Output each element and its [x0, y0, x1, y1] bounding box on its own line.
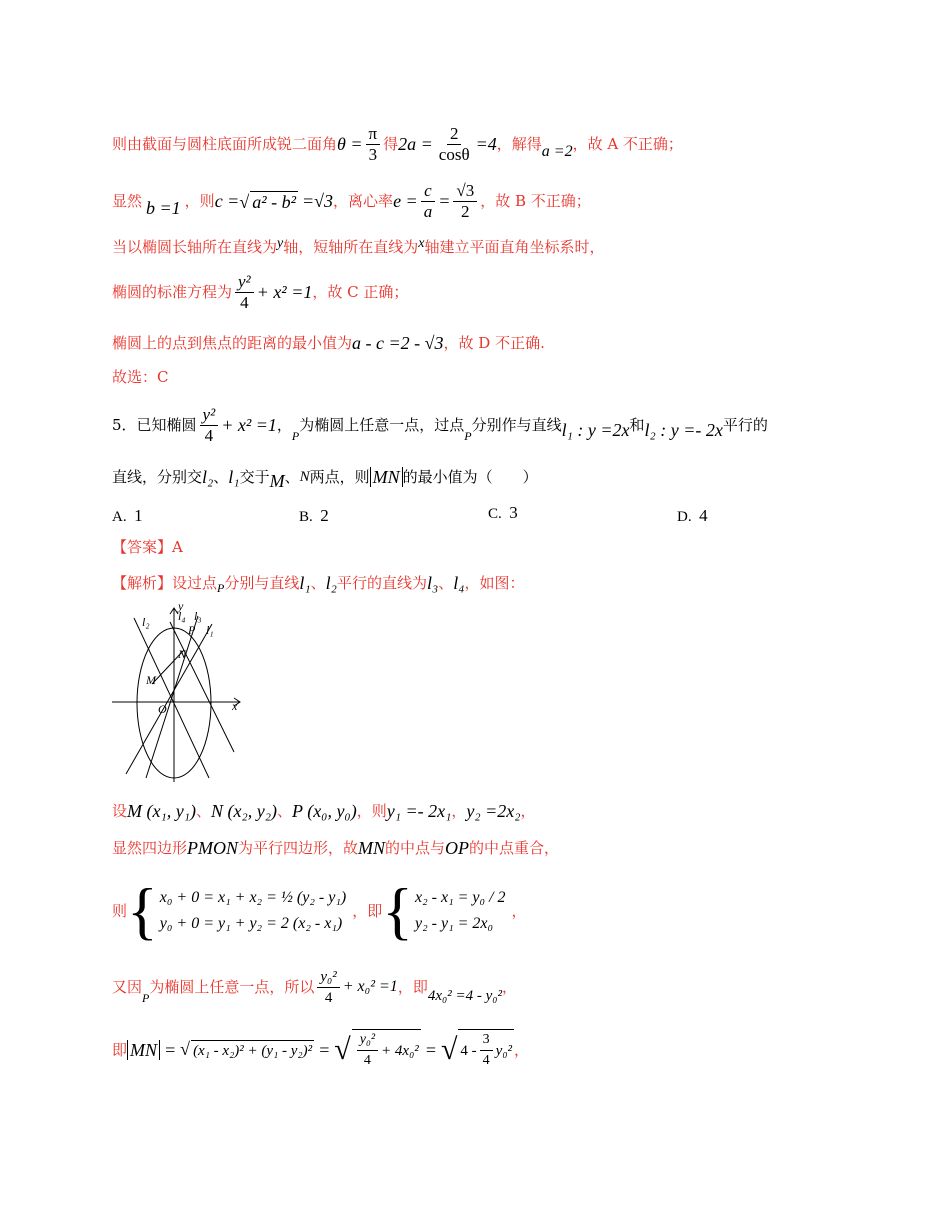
frac-num: y₀²: [317, 967, 339, 988]
equation-row: y₀ + 0 = y₁ + y₂ = 2 (x₂ - x₁): [159, 915, 343, 932]
radicand: (x₁ - x₂)² + (y₁ - y₂)²: [191, 1040, 314, 1061]
sqrt-a2-b2: √ a² - b²: [239, 191, 297, 212]
answer-tag: 【答案】: [112, 538, 173, 556]
text: 、: [196, 802, 212, 820]
system-2: [415, 888, 506, 934]
math-theta: θ =: [337, 134, 363, 154]
text: 的最小值为（ ）: [402, 468, 538, 486]
math-ellipse-rest: + x² =1: [256, 282, 313, 302]
text: 5．已知椭圆: [112, 416, 197, 434]
text: 轴建立平面直角坐标系时，: [424, 238, 605, 256]
label-x: x: [232, 699, 238, 713]
option-value: 1: [134, 506, 143, 525]
label-l3: l₃: [194, 609, 202, 623]
sqrt-frac: √ $\frac{\text{y₀²}}{4}$ + 4x₀²: [334, 1029, 421, 1071]
math-y1: y₁ =- 2x₁: [386, 801, 452, 821]
equation-row: y₂ - y₁ = 2x₀: [414, 915, 494, 932]
label-y: y: [178, 600, 184, 613]
option-label: A.: [112, 509, 127, 525]
math-a2: a =2: [541, 143, 573, 160]
option-a[interactable]: [112, 506, 143, 526]
fraction-y0-4: [317, 967, 339, 1008]
radicand: 4 -: [460, 1042, 477, 1059]
text: ，: [451, 802, 467, 820]
math-M-coords: M (x₁, y₁): [127, 801, 196, 821]
text: ，: [511, 902, 527, 920]
frac-den: 4: [363, 1053, 371, 1068]
system-1: [160, 888, 347, 934]
system-line: [112, 874, 890, 948]
math-eq: =: [164, 1040, 177, 1060]
frac-num: 3: [480, 1030, 493, 1051]
option-d[interactable]: [677, 506, 708, 526]
math-P-coords: P (x₀, y₀): [292, 801, 357, 821]
math-4x0: 4x₀² =4 - y₀²: [427, 988, 502, 1004]
math-sqrt3: =√3: [302, 191, 334, 211]
math-l1: l₁: [299, 573, 311, 593]
frac-den: 4: [240, 292, 249, 312]
text: 得: [383, 135, 399, 153]
label-P: P: [188, 623, 196, 637]
fraction-y2-4: [200, 405, 219, 446]
solution-line-5: [112, 333, 890, 353]
frac-num: c: [421, 181, 435, 202]
math-N: N: [299, 469, 310, 485]
text: 、: [213, 468, 229, 486]
math-x: x: [418, 236, 425, 251]
answer-value: A: [172, 538, 183, 556]
text: ，离心率: [333, 192, 394, 210]
text: ，: [501, 978, 517, 996]
math-MN: MN: [358, 838, 386, 858]
text: 、: [438, 574, 454, 592]
frac-num: y₀²: [357, 1030, 378, 1051]
text: ，故 D 不正确.: [443, 334, 545, 352]
math-P: P: [291, 429, 300, 443]
sqrt-diff: √ (x₁ - x₂)² + (y₁ - y₂)²: [180, 1039, 313, 1059]
fraction-3-4: [480, 1030, 493, 1071]
text: 显然四边形: [112, 839, 188, 857]
frac-den: 3: [368, 144, 378, 164]
frac-den: cosθ: [438, 144, 470, 164]
math-P: P: [464, 429, 472, 443]
math-y2: y₂ =2x₂: [466, 801, 521, 821]
left-brace: {: [382, 875, 413, 946]
solution-line-3: [112, 234, 890, 260]
text: ，: [520, 802, 536, 820]
text: ，则: [356, 802, 387, 820]
text: ，解得: [496, 135, 542, 153]
text: 分别与直线: [224, 574, 300, 592]
text: 分别作与直线: [471, 416, 562, 434]
text: 设过点: [172, 574, 218, 592]
text: 、: [310, 574, 326, 592]
math-M: M: [269, 471, 285, 491]
text: 、: [284, 468, 300, 486]
question-5-line-2: [112, 465, 890, 489]
math-ellipse-rest: + x² =1: [221, 415, 277, 435]
option-label: D.: [677, 509, 692, 525]
label-l2: l₂: [142, 615, 150, 629]
label-N: N: [178, 647, 187, 661]
text: 的中点与: [385, 839, 446, 857]
text: 则由截面与圆柱底面所成锐二面角: [112, 135, 338, 153]
solution-line-1: [112, 124, 890, 164]
math-PMON: PMON: [187, 838, 239, 858]
frac-num: π: [366, 124, 381, 145]
math-line-l1: l₁ : y =2x: [561, 420, 630, 440]
solution-line-4: [112, 270, 890, 314]
frac-num: y²: [235, 272, 254, 293]
text: 平行的: [722, 416, 768, 434]
text: ，: [514, 1041, 530, 1059]
text: ，故 B 不正确；: [480, 192, 591, 210]
text: 为椭圆上任意一点，所以: [149, 978, 315, 996]
frac-num: y²: [200, 405, 219, 426]
text: ，即: [397, 978, 428, 996]
frac-den: 4: [482, 1053, 490, 1068]
text: 和: [629, 416, 645, 434]
math-l4: l₄: [453, 573, 465, 593]
math-eq: =: [438, 191, 451, 211]
text: 椭圆上的点到焦点的距离的最小值为: [112, 334, 353, 352]
sqrt-final: √ 4 - $\frac{3}{4}$ y₀²: [441, 1029, 514, 1071]
option-value: 3: [509, 503, 518, 522]
text: 显然: [112, 192, 143, 210]
text: 直线，分别交: [112, 468, 203, 486]
analysis-line: [112, 568, 890, 598]
option-b[interactable]: [299, 506, 329, 526]
radicand: + 4x₀²: [381, 1042, 419, 1059]
ellipse-diagram: [112, 600, 272, 784]
math-y: y: [277, 236, 284, 251]
text: ，则: [184, 192, 215, 210]
answer-line: [112, 537, 890, 557]
math-line-l2: l₂ : y =- 2x: [644, 420, 723, 440]
radicand: a² - b²: [252, 191, 297, 212]
math-e: e =: [393, 191, 418, 211]
math-abs-MN: MN: [127, 1040, 160, 1060]
math-eq4: =4: [475, 134, 497, 154]
parallelogram-line: [112, 838, 890, 858]
text: 椭圆的标准方程为: [112, 283, 233, 301]
fraction-2-cos: [436, 124, 473, 165]
text: 两点，则: [309, 468, 370, 486]
text: 设: [112, 802, 128, 820]
equation-row: x₂ - x₁ = y₀ / 2: [414, 889, 506, 906]
math-eq: =: [424, 1040, 437, 1060]
fraction-y0-4: [357, 1030, 378, 1071]
math-l2: l₂: [202, 467, 214, 487]
line-l1: [126, 624, 212, 774]
fraction-c-a: [421, 181, 436, 222]
because-line: [112, 964, 890, 1010]
text: 又因: [112, 978, 143, 996]
fraction-pi-3: [366, 124, 381, 165]
left-brace: {: [127, 875, 158, 946]
math-2a: 2a =: [398, 134, 433, 154]
text: 为椭圆上任意一点，过点: [299, 416, 465, 434]
text: 即: [112, 1041, 128, 1059]
option-label: B.: [299, 509, 313, 525]
math-l3: l₃: [426, 573, 439, 593]
math-OP: OP: [445, 838, 470, 858]
frac-num: 2: [447, 124, 462, 145]
solution-line-2: [112, 178, 890, 224]
frac-num: √3: [453, 181, 477, 202]
label-l4: l₄: [178, 609, 186, 623]
text: ，如图：: [464, 574, 525, 592]
question-5-line-1: [112, 400, 890, 450]
option-value: 2: [320, 506, 329, 525]
math-l2: l₂: [325, 573, 337, 593]
text: 为平行四边形，故: [238, 839, 359, 857]
math-N-coords: N (x₂, y₂): [211, 801, 278, 821]
fraction-s3-2: [453, 181, 477, 222]
text: 平行的直线为: [336, 574, 427, 592]
math-l1: l₁: [228, 467, 240, 487]
solution-line-6: [112, 367, 890, 387]
text: ，故 A 不正确；: [572, 135, 683, 153]
math-min-distance: a - c =2 - √3: [352, 333, 444, 353]
math-abs-MN: MN: [370, 467, 403, 487]
math-ellipse-rest: + x₀² =1: [342, 978, 398, 995]
text: 当以椭圆长轴所在直线为: [112, 238, 278, 256]
text: 、: [277, 802, 293, 820]
equation-row: x₀ + 0 = x₁ + x₂ = ½ (y₂ - y₁): [159, 889, 347, 906]
frac-den: 2: [461, 201, 470, 221]
math-b1: b =1: [146, 198, 181, 218]
set-points-line: [112, 798, 890, 824]
text: 则: [112, 902, 128, 920]
text: ，即: [352, 902, 383, 920]
frac-den: a: [423, 201, 433, 221]
radicand: y₀²: [495, 1042, 513, 1059]
frac-den: 4: [324, 989, 333, 1006]
text: ，故 C 正确；: [312, 283, 409, 301]
text: ，: [276, 416, 292, 434]
label-O: O: [158, 702, 167, 716]
math-eq: =: [318, 1040, 331, 1060]
analysis-tag: 【解析】: [112, 574, 173, 592]
text: 交于: [239, 468, 270, 486]
option-value: 4: [699, 506, 708, 525]
math-P: P: [217, 581, 225, 595]
label-l1: l₁: [206, 623, 214, 637]
math-P: P: [142, 991, 150, 1005]
option-c[interactable]: [488, 503, 518, 523]
text: 轴，短轴所在直线为: [283, 238, 419, 256]
final-line: [112, 1024, 890, 1076]
text: 的中点重合，: [469, 839, 560, 857]
fraction-y2-4: [235, 272, 254, 313]
math-c: c =: [214, 191, 240, 211]
option-label: C.: [488, 506, 502, 522]
label-M: M: [146, 673, 156, 687]
frac-den: 4: [204, 425, 214, 445]
text: 故选：C: [112, 368, 169, 386]
